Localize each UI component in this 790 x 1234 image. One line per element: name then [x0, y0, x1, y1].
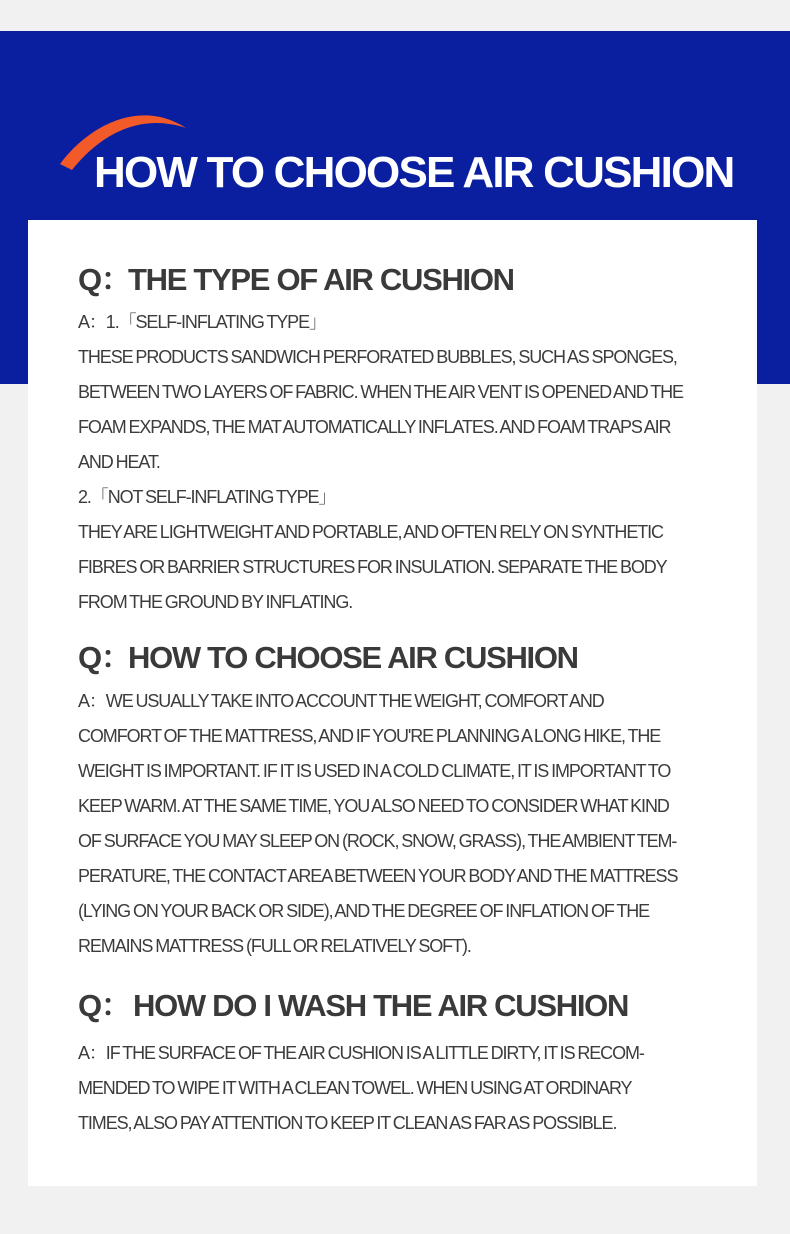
answer-line: FIBRES OR BARRIER STRUCTURES FOR INSULATION. SEPARATE THE BODY	[78, 557, 667, 577]
answer-line: WEIGHT IS IMPORTANT. IF IT IS USED IN A COLD CLIMATE, IT IS IMPORTANT TO	[78, 761, 671, 781]
question-text: THE TYPE OF AIR CUSHION	[128, 262, 514, 297]
question-prefix: Q：	[78, 262, 131, 297]
faq-question-choose	[78, 638, 578, 678]
faq-question-wash	[78, 986, 628, 1026]
answer-line: (LYING ON YOUR BACK OR SIDE), AND THE DEGREE OF INFLATION OF THE	[78, 901, 650, 921]
answer-line: A：WE USUALLY TAKE INTO ACCOUNT THE WEIGHT, COMFORT AND	[78, 691, 604, 711]
faq-question-type	[78, 260, 514, 300]
faq-answer-type	[78, 305, 718, 620]
question-prefix: Q：	[78, 640, 131, 675]
answer-line: PERATURE, THE CONTACT AREA BETWEEN YOUR BODY AND THE MATTRESS	[78, 866, 678, 886]
answer-line: COMFORT OF THE MATTRESS, AND IF YOU'RE PLANNING A LONG HIKE, THE	[78, 726, 661, 746]
answer-line: TIMES, ALSO PAY ATTENTION TO KEEP IT CLEAN AS FAR AS POSSIBLE.	[78, 1113, 617, 1133]
answer-line: THESE PRODUCTS SANDWICH PERFORATED BUBBLES, SUCH AS SPONGES,	[78, 347, 677, 367]
answer-line: OF SURFACE YOU MAY SLEEP ON (ROCK, SNOW, GRASS), THE AMBIENT TEM-	[78, 831, 677, 851]
answer-line: 2.「NOT SELF-INFLATING TYPE」	[78, 487, 336, 507]
question-prefix: Q：	[78, 988, 131, 1023]
page-title: HOW TO CHOOSE AIR CUSHION	[94, 148, 734, 197]
answer-line: AND HEAT.	[78, 452, 160, 472]
answer-line: MENDED TO WIPE IT WITH A CLEAN TOWEL. WHEN USING AT ORDINARY	[78, 1078, 632, 1098]
answer-line: FOAM EXPANDS, THE MAT AUTOMATICALLY INFLATES. AND FOAM TRAPS AIR	[78, 417, 671, 437]
answer-line: KEEP WARM. AT THE SAME TIME, YOU ALSO NEED TO CONSIDER WHAT KIND	[78, 796, 669, 816]
question-text: HOW DO I WASH THE AIR CUSHION	[133, 988, 629, 1023]
faq-answer-choose	[78, 684, 718, 964]
question-text: HOW TO CHOOSE AIR CUSHION	[128, 640, 578, 675]
answer-line: A：1.「SELF-INFLATING TYPE」	[78, 312, 326, 332]
answer-line: THEY ARE LIGHTWEIGHT AND PORTABLE, AND OFTEN RELY ON SYNTHETIC	[78, 522, 663, 542]
answer-line: BETWEEN TWO LAYERS OF FABRIC. WHEN THE AIR VENT IS OPENED AND THE	[78, 382, 683, 402]
answer-line: FROM THE GROUND BY INFLATING.	[78, 592, 353, 612]
faq-answer-wash	[78, 1036, 718, 1141]
answer-line: A：IF THE SURFACE OF THE AIR CUSHION IS A LITTLE DIRTY, IT IS RECOM-	[78, 1043, 644, 1063]
answer-line: REMAINS MATTRESS (FULL OR RELATIVELY SOFT).	[78, 936, 471, 956]
